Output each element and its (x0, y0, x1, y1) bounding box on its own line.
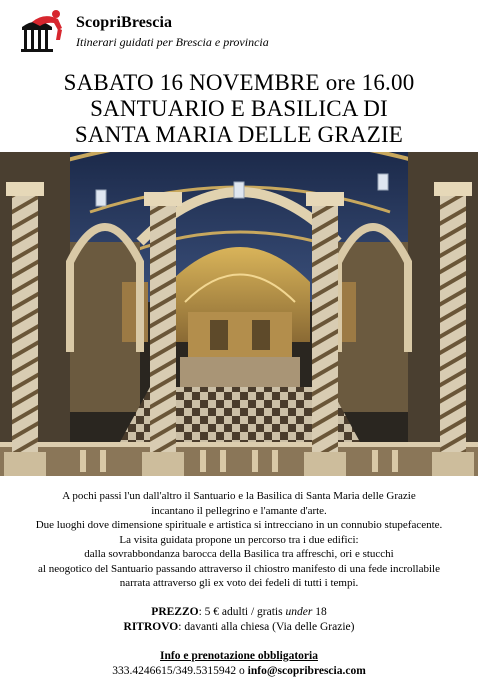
description-line: A pochi passi l'un dall'altro il Santuario e la Basilica di Santa Maria delle Grazie (62, 490, 416, 502)
email-link[interactable]: info@scopribrescia.com (247, 665, 366, 677)
scopribrescia-logo (18, 8, 66, 56)
contact-heading: Info e prenotazione obbligatoria (160, 650, 318, 662)
phone-numbers: 333.4246615/349.5315942 o (112, 665, 248, 677)
event-description (0, 489, 478, 591)
meeting-value: : davanti alla chiesa (Via delle Grazie) (178, 621, 355, 633)
price-value: : 5 € adulti / gratis (198, 606, 286, 618)
brand-name: ScopriBrescia (76, 14, 173, 31)
price-under: under (285, 606, 313, 618)
price-line (0, 605, 478, 620)
price-label: PREZZO (151, 606, 199, 618)
brand-tagline: Itinerari guidati per Brescia e provincia (76, 35, 269, 49)
description-line: incantano il pellegrino e l'amante d'arte. (151, 504, 327, 517)
description-line: dalla sovrabbondanza barocca della Basilica tra affreschi, ori e stucchi (84, 548, 394, 560)
event-title-line: SABATO 16 NOVEMBRE ore 16.00 (63, 70, 415, 95)
description-line: narrata attraverso gli ex voto dei fedeli di tutti i tempi. (119, 577, 359, 589)
pricing-info (0, 605, 478, 635)
price-age: 18 (312, 606, 327, 618)
event-title (0, 70, 478, 148)
meeting-line (0, 620, 478, 635)
description-line: La visita guidata propone un percorso tra i due edifici: (119, 533, 359, 546)
description-line: al neogotico del Santuario passando attraverso il chiostro manifesto di una fede incrollabile (38, 562, 440, 575)
description-line: Due luoghi dove dimensione spirituale e artistica si intrecciano in un connubio stupefacente. (35, 519, 443, 531)
church-interior-photo (0, 152, 478, 476)
contact-info (0, 649, 478, 679)
event-title-line: SANTA MARIA DELLE GRAZIE (74, 122, 404, 147)
contact-line (0, 664, 478, 679)
header (18, 8, 458, 58)
meeting-label: RITROVO (123, 621, 179, 633)
event-title-line: SANTUARIO E BASILICA DI (90, 96, 388, 121)
